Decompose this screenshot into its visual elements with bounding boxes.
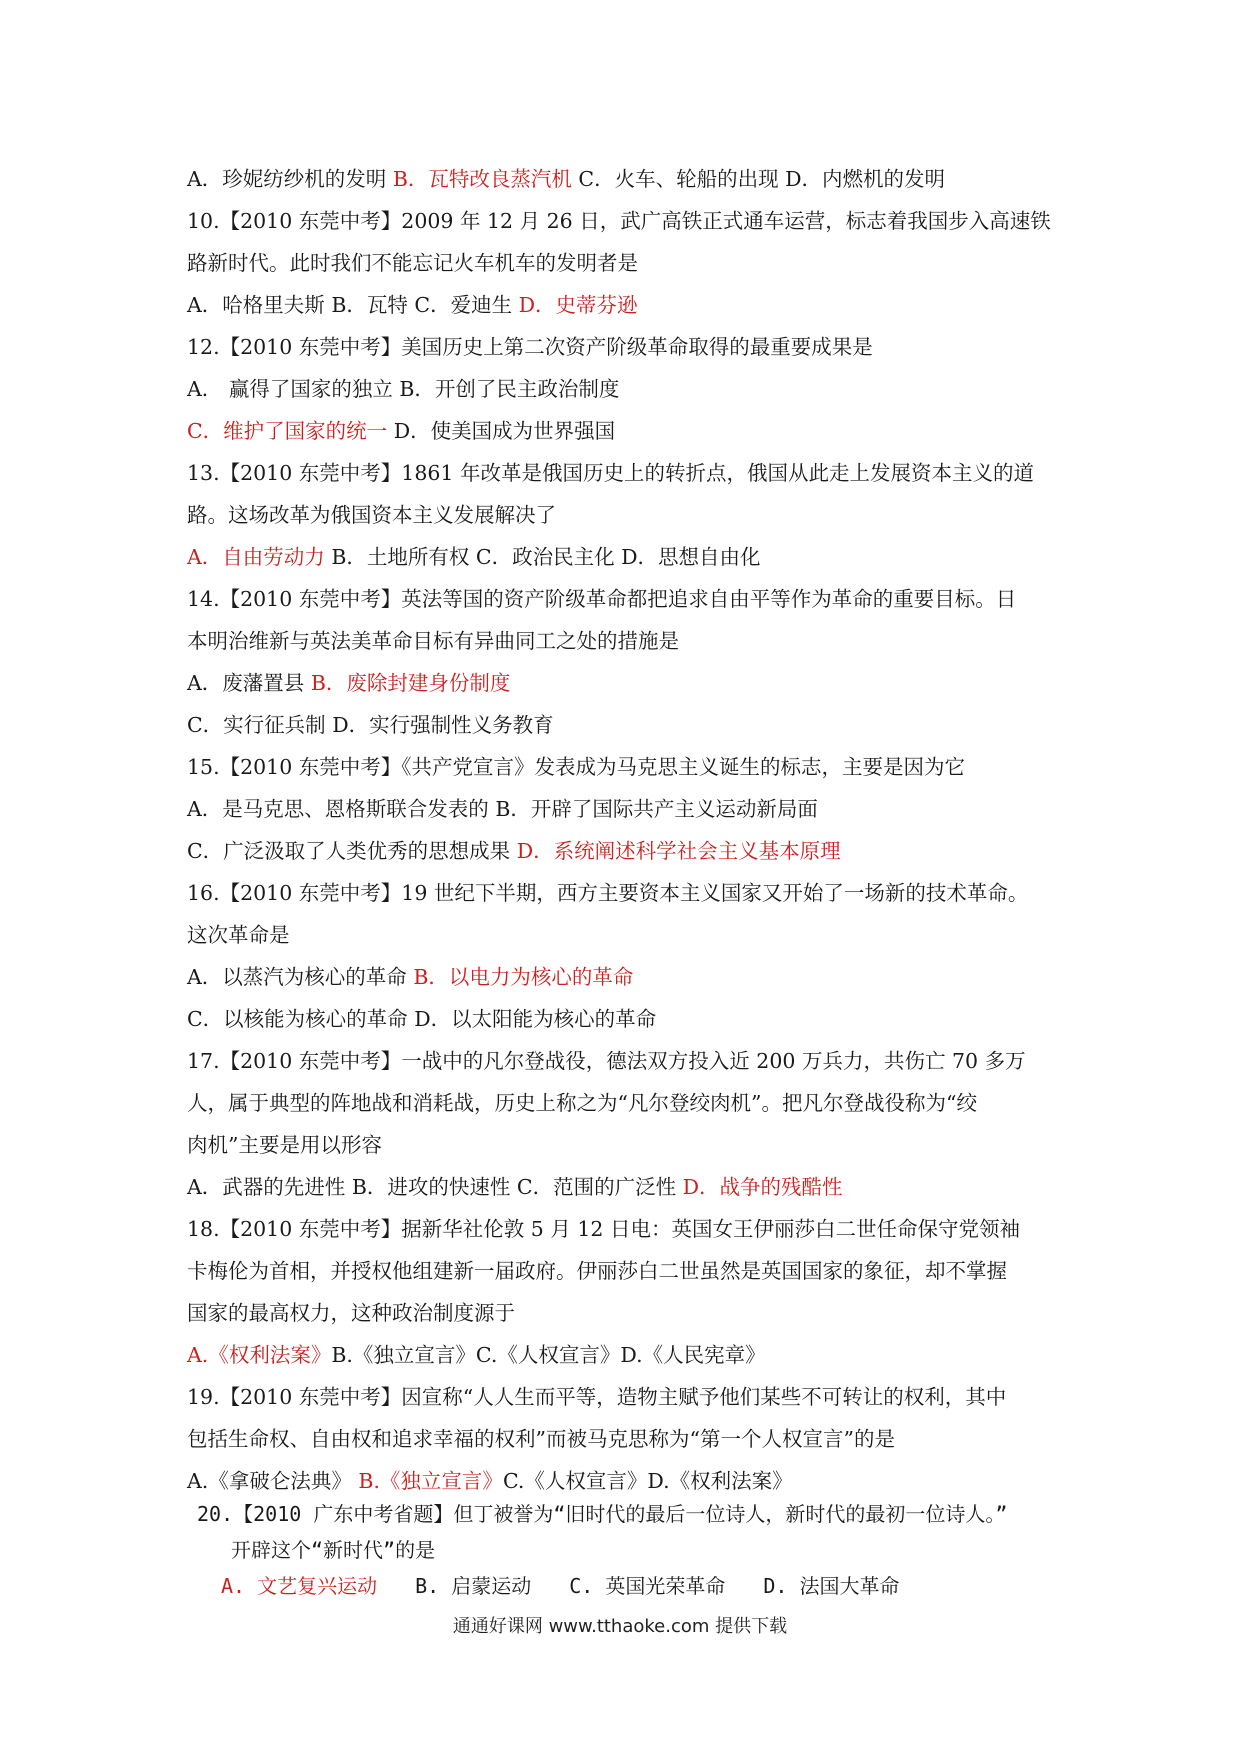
- line-text: C．广泛汲取了人类优秀的思想成果: [187, 839, 517, 863]
- line-text: 10.【2010 东莞中考】2009 年 12 月 26 日，武广高铁正式通车运营，标志着我国步入高速铁: [187, 209, 1051, 233]
- question-list: [187, 158, 1067, 1502]
- text-line: [187, 1082, 1067, 1124]
- question-20-option-b: B. 启蒙运动: [415, 1574, 532, 1598]
- line-text: 16.【2010 东莞中考】19 世纪下半期，西方主要资本主义国家又开始了一场新的技术革命。: [187, 881, 1029, 905]
- line-text: C.《人权宣言》D.《权利法案》: [502, 1469, 793, 1493]
- text-line: [187, 494, 1067, 536]
- line-text: 路新时代。此时我们不能忘记火车机车的发明者是: [187, 251, 638, 275]
- line-text: 13.【2010 东莞中考】1861 年改革是俄国历史上的转折点，俄国从此走上发展资本主义的道: [187, 461, 1034, 485]
- answer-text: B.《独立宣言》: [358, 1469, 503, 1493]
- line-text: 18.【2010 东莞中考】据新华社伦敦 5 月 12 日电：英国女王伊丽莎白二世任命保守党领袖: [187, 1217, 1020, 1241]
- line-text: C．实行征兵制 D．实行强制性义务教育: [187, 713, 554, 737]
- line-text: 14.【2010 东莞中考】英法等国的资产阶级革命都把追求自由平等作为革命的重要目标。日: [187, 587, 1017, 611]
- text-line: [187, 284, 1067, 326]
- text-line: [187, 620, 1067, 662]
- line-text: 卡梅伦为首相，并授权他组建新一届政府。伊丽莎白二世虽然是英国国家的象征，却不掌握: [187, 1259, 1007, 1283]
- line-text: A． 赢得了国家的独立 B．开创了民主政治制度: [187, 377, 620, 401]
- line-text: A．武器的先进性 B．进攻的快速性 C．范围的广泛性: [187, 1175, 683, 1199]
- line-text: 国家的最高权力，这种政治制度源于: [187, 1301, 515, 1325]
- line-text: A．珍妮纺纱机的发明: [187, 167, 393, 191]
- text-line: [187, 410, 1067, 452]
- line-text: C．以核能为核心的革命 D．以太阳能为核心的革命: [187, 1007, 657, 1031]
- text-line: [187, 200, 1067, 242]
- answer-text: A．自由劳动力: [187, 545, 325, 569]
- line-text: 19.【2010 东莞中考】因宣称“人人生而平等，造物主赋予他们某些不可转让的权利，其中: [187, 1385, 1007, 1409]
- line-text: A．废藩置县: [187, 671, 311, 695]
- text-line: [187, 1292, 1067, 1334]
- text-line: [187, 326, 1067, 368]
- question-20-stem-line-1: 20.【2010 广东中考省题】但丁被誉为“旧时代的最后一位诗人，新时代的最初一位诗人。”: [197, 1502, 1008, 1526]
- line-text: 包括生命权、自由权和追求幸福的权利”而被马克思称为“第一个人权宣言”的是: [187, 1427, 895, 1451]
- text-line: [187, 452, 1067, 494]
- line-text: D．使美国成为世界强国: [387, 419, 616, 443]
- text-line: [187, 536, 1067, 578]
- text-line: [187, 788, 1067, 830]
- answer-text: D．战争的残酷性: [682, 1175, 843, 1199]
- text-line: [187, 1250, 1067, 1292]
- answer-text: B．废除封建身份制度: [310, 671, 511, 695]
- text-line: [187, 1166, 1067, 1208]
- text-line: [187, 662, 1067, 704]
- line-text: 12.【2010 东莞中考】美国历史上第二次资产阶级革命取得的最重要成果是: [187, 335, 873, 359]
- text-line: [187, 1040, 1067, 1082]
- line-text: C．火车、轮船的出现 D．内燃机的发明: [571, 167, 946, 191]
- line-text: 人，属于典型的阵地战和消耗战，历史上称之为“凡尔登绞肉机”。把凡尔登战役称为“绞: [187, 1091, 977, 1115]
- line-text: 肉机”主要是用以形容: [187, 1133, 382, 1157]
- text-line: [187, 914, 1067, 956]
- text-line: [187, 1124, 1067, 1166]
- text-line: [187, 1376, 1067, 1418]
- line-text: 本明治维新与英法美革命目标有异曲同工之处的措施是: [187, 629, 679, 653]
- question-20-option-a-answer: A. 文艺复兴运动: [221, 1574, 378, 1598]
- text-line: [187, 158, 1067, 200]
- answer-text: B．以电力为核心的革命: [413, 965, 634, 989]
- line-text: 15.【2010 东莞中考】《共产党宣言》发表成为马克思主义诞生的标志，主要是因为它: [187, 755, 966, 779]
- text-line: [187, 368, 1067, 410]
- answer-text: D．系统阐述科学社会主义基本原理: [516, 839, 841, 863]
- page-footer: 通通好课网 www.tthaoke.com 提供下载: [452, 1616, 788, 1637]
- line-text: A．以蒸汽为核心的革命: [187, 965, 414, 989]
- question-20-options: [197, 1568, 1077, 1604]
- text-line: [187, 956, 1067, 998]
- text-line: [187, 746, 1067, 788]
- text-line: [187, 1208, 1067, 1250]
- text-line: [187, 1418, 1067, 1460]
- answer-text: B．瓦特改良蒸汽机: [392, 167, 572, 191]
- text-line: [187, 578, 1067, 620]
- line-text: B．土地所有权 C．政治民主化 D．思想自由化: [324, 545, 761, 569]
- answer-text: D．史蒂芬逊: [518, 293, 638, 317]
- line-text: A．哈格里夫斯 B．瓦特 C．爱迪生: [187, 293, 519, 317]
- text-line: [187, 704, 1067, 746]
- line-text: 这次革命是: [187, 923, 290, 947]
- line-text: 17.【2010 东莞中考】一战中的凡尔登战役，德法双方投入近 200 万兵力，共伤亡 70 多万: [187, 1049, 1026, 1073]
- line-text: 路。这场改革为俄国资本主义发展解决了: [187, 503, 556, 527]
- question-20-option-c: C. 英国光荣革命: [569, 1574, 726, 1598]
- text-line: [187, 830, 1067, 872]
- question-20: [197, 1496, 1077, 1604]
- text-line: [187, 872, 1067, 914]
- text-line: [187, 242, 1067, 284]
- text-line: [187, 998, 1067, 1040]
- line-text: B.《独立宣言》C.《人权宣言》D.《人民宪章》: [331, 1343, 766, 1367]
- question-20-option-d: D. 法国大革命: [763, 1574, 900, 1598]
- line-text: A．是马克思、恩格斯联合发表的 B．开辟了国际共产主义运动新局面: [187, 797, 818, 821]
- answer-text: C．维护了国家的统一: [187, 419, 388, 443]
- line-text: A.《拿破仑法典》: [187, 1469, 359, 1493]
- question-20-stem-line-2: 开辟这个“新时代”的是: [231, 1538, 436, 1562]
- text-line: [187, 1334, 1067, 1376]
- answer-text: A.《权利法案》: [187, 1343, 332, 1367]
